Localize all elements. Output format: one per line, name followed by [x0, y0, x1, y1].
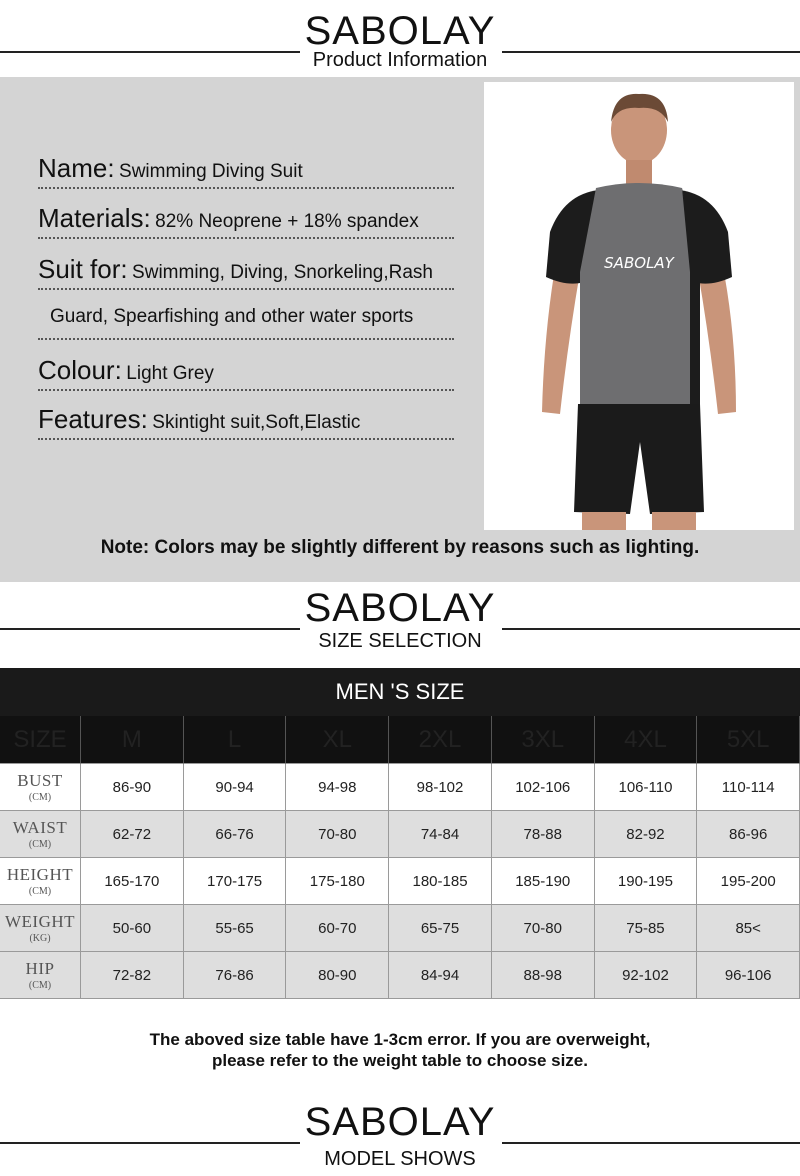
size-table-title: MEN 'S SIZE — [0, 668, 800, 716]
materials-value: 82% Neoprene + 18% spandex — [155, 211, 419, 232]
section-subtitle: SIZE SELECTION — [318, 630, 482, 652]
size-table-note-line-2: please refer to the weight table to choose size. — [212, 1051, 588, 1070]
size-header-xl: XL — [286, 716, 389, 764]
row-label-hip: HIP (CM) — [0, 952, 81, 999]
section-header-size-selection — [0, 584, 800, 664]
name-label: Name: — [38, 153, 115, 183]
table-cell: 76-86 — [184, 952, 287, 999]
size-header-4xl: 4XL — [595, 716, 698, 764]
table-cell: 86-96 — [697, 811, 800, 858]
table-cell: 195-200 — [697, 858, 800, 905]
size-table — [0, 668, 800, 999]
colour-label: Colour: — [38, 355, 122, 385]
brand-title: SABOLAY — [304, 9, 496, 53]
table-cell: 72-82 — [81, 952, 184, 999]
info-suitfor-row-2 — [38, 306, 454, 340]
table-cell: 165-170 — [81, 858, 184, 905]
section-header-product-info — [0, 0, 800, 76]
table-row-height — [0, 858, 800, 905]
table-cell: 86-90 — [81, 764, 184, 811]
table-cell: 88-98 — [492, 952, 595, 999]
features-value: Skintight suit,Soft,Elastic — [152, 412, 361, 433]
shirt-logo-text: SABOLAY — [604, 254, 674, 272]
table-cell: 84-94 — [389, 952, 492, 999]
table-cell: 170-175 — [184, 858, 287, 905]
table-cell: 106-110 — [595, 764, 698, 811]
table-cell: 92-102 — [595, 952, 698, 999]
materials-label: Materials: — [38, 203, 151, 233]
suitfor-value: Swimming, Diving, Snorkeling,Rash — [132, 262, 433, 283]
table-row-hip — [0, 952, 800, 999]
brand-title: SABOLAY — [304, 586, 496, 630]
size-header-m: M — [81, 716, 184, 764]
table-cell: 98-102 — [389, 764, 492, 811]
size-header-5xl: 5XL — [697, 716, 800, 764]
table-cell: 90-94 — [184, 764, 287, 811]
table-cell: 110-114 — [697, 764, 800, 811]
table-cell: 175-180 — [286, 858, 389, 905]
size-table-header-row — [0, 716, 800, 764]
colour-value: Light Grey — [126, 363, 214, 384]
info-name-row — [38, 153, 454, 189]
row-label-height: HEIGHT (CM) — [0, 858, 81, 905]
features-label: Features: — [38, 404, 148, 434]
size-header-l: L — [184, 716, 287, 764]
info-materials-row — [38, 203, 454, 239]
color-note: Note: Colors may be slightly different by reasons such as lighting. — [100, 537, 700, 558]
table-cell: 74-84 — [389, 811, 492, 858]
section-header-model-shows — [0, 1098, 800, 1176]
info-features-row — [38, 404, 454, 440]
name-value: Swimming Diving Suit — [119, 161, 303, 182]
product-info-panel — [0, 77, 800, 582]
table-cell: 60-70 — [286, 905, 389, 952]
table-cell: 180-185 — [389, 858, 492, 905]
suitfor-label: Suit for: — [38, 254, 128, 284]
table-cell: 78-88 — [492, 811, 595, 858]
table-cell: 80-90 — [286, 952, 389, 999]
row-label-weight: WEIGHT (KG) — [0, 905, 81, 952]
suitfor-value-2: Guard, Spearfishing and other water sports — [50, 306, 414, 327]
table-cell: 185-190 — [492, 858, 595, 905]
table-cell: 190-195 — [595, 858, 698, 905]
table-cell: 66-76 — [184, 811, 287, 858]
section-subtitle: Product Information — [312, 49, 488, 71]
section-subtitle: MODEL SHOWS — [324, 1148, 476, 1170]
shirt — [580, 183, 700, 404]
info-suitfor-row — [38, 254, 454, 290]
table-cell: 82-92 — [595, 811, 698, 858]
size-table-note — [0, 1029, 800, 1071]
shorts — [574, 404, 704, 514]
table-cell: 70-80 — [492, 905, 595, 952]
table-row-bust — [0, 764, 800, 811]
table-cell: 94-98 — [286, 764, 389, 811]
table-cell: 65-75 — [389, 905, 492, 952]
size-header-label: SIZE — [0, 716, 81, 764]
table-cell: 50-60 — [81, 905, 184, 952]
table-row-waist — [0, 811, 800, 858]
size-header-3xl: 3XL — [492, 716, 595, 764]
table-cell: 75-85 — [595, 905, 698, 952]
model-illustration — [484, 82, 794, 530]
row-label-waist: WAIST (CM) — [0, 811, 81, 858]
model-photo — [484, 82, 794, 530]
size-header-2xl: 2XL — [389, 716, 492, 764]
table-cell: 62-72 — [81, 811, 184, 858]
table-row-weight — [0, 905, 800, 952]
brand-title: SABOLAY — [304, 1100, 496, 1144]
table-cell: 102-106 — [492, 764, 595, 811]
table-cell: 85< — [697, 905, 800, 952]
row-label-bust: BUST (CM) — [0, 764, 81, 811]
table-cell: 55-65 — [184, 905, 287, 952]
table-cell: 70-80 — [286, 811, 389, 858]
info-colour-row — [38, 355, 454, 391]
size-table-note-line-1: The aboved size table have 1-3cm error. If you are overweight, — [149, 1030, 651, 1049]
table-cell: 96-106 — [697, 952, 800, 999]
